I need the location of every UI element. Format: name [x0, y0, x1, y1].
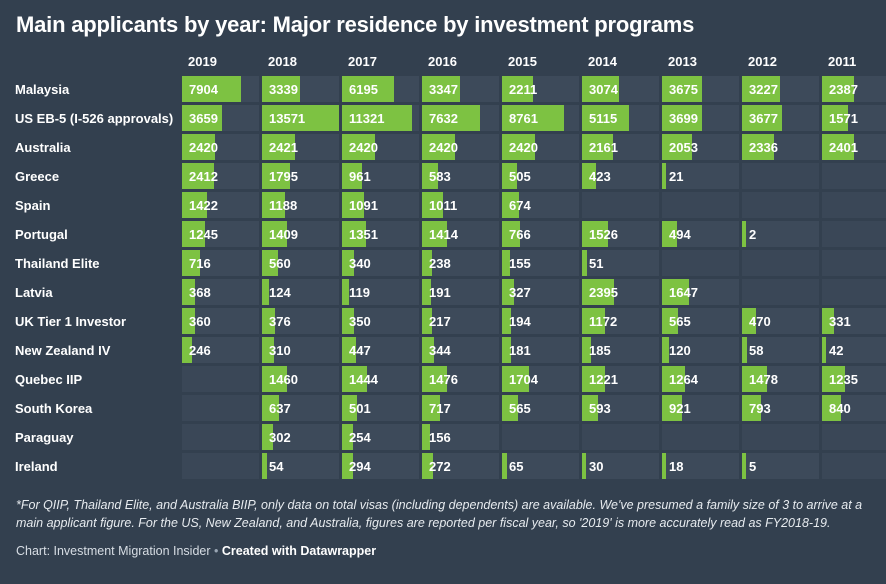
heatmap-cell	[262, 366, 339, 392]
cell-value: 716	[189, 255, 211, 271]
cell-value: 593	[589, 400, 611, 416]
table-row	[9, 221, 886, 247]
heatmap-cell-empty	[182, 395, 259, 421]
cell-value: 766	[509, 226, 531, 242]
heatmap-cell	[662, 395, 739, 421]
cell-value: 1526	[589, 226, 618, 242]
heatmap-cell	[342, 308, 419, 334]
table-row	[9, 192, 886, 218]
cell-value: 1571	[829, 110, 858, 126]
heatmap-cell	[582, 76, 659, 102]
cell-value: 272	[429, 458, 451, 474]
heatmap-cell-empty	[662, 424, 739, 450]
heatmap-cell	[342, 453, 419, 479]
cell-value: 124	[269, 284, 291, 300]
row-label: Greece	[15, 168, 60, 184]
row-label: Spain	[15, 197, 51, 213]
row-label: Quebec IIP	[15, 371, 83, 387]
table-row	[9, 395, 886, 421]
heatmap-cell	[422, 192, 499, 218]
heatmap-cell	[822, 76, 886, 102]
heatmap-cell	[422, 424, 499, 450]
cell-value: 2387	[829, 81, 858, 97]
heatmap-cell	[582, 308, 659, 334]
heatmap-cell	[582, 105, 659, 131]
heatmap-cell-empty	[742, 163, 819, 189]
cell-value: 194	[509, 313, 531, 329]
heatmap-cell	[262, 308, 339, 334]
cell-value: 583	[429, 168, 451, 184]
cell-value: 54	[269, 458, 284, 474]
heatmap-cell	[422, 250, 499, 276]
heatmap-cell-empty	[742, 424, 819, 450]
cell-value: 246	[189, 342, 211, 358]
cell-value: 2053	[669, 139, 698, 155]
cell-value: 3339	[269, 81, 298, 97]
heatmap-cell	[502, 395, 579, 421]
cell-value: 565	[509, 400, 531, 416]
heatmap-cell	[662, 453, 739, 479]
cell-value: 2211	[509, 81, 538, 97]
cell-value: 7632	[429, 110, 458, 126]
cell-value: 1478	[749, 371, 778, 387]
heatmap-cell	[262, 76, 339, 102]
heatmap-table	[6, 48, 886, 482]
heatmap-cell-empty	[182, 366, 259, 392]
cell-value: 344	[429, 342, 451, 358]
cell-value: 238	[429, 255, 451, 271]
cell-bar	[822, 337, 826, 363]
cell-value: 470	[749, 313, 771, 329]
column-header-2019: 2019	[188, 54, 217, 69]
heatmap-cell	[502, 134, 579, 160]
cell-value: 331	[829, 313, 851, 329]
heatmap-cell-empty	[582, 424, 659, 450]
cell-value: 2421	[269, 139, 298, 155]
heatmap-cell	[662, 337, 739, 363]
heatmap-cell	[822, 337, 886, 363]
heatmap-cell-empty	[502, 424, 579, 450]
cell-value: 7904	[189, 81, 218, 97]
heatmap-cell	[182, 221, 259, 247]
cell-value: 11321	[349, 110, 385, 126]
cell-value: 327	[509, 284, 531, 300]
table-row	[9, 453, 886, 479]
heatmap-cell	[502, 337, 579, 363]
row-label: South Korea	[15, 400, 93, 416]
row-label: Portugal	[15, 226, 68, 242]
cell-value: 2	[749, 226, 757, 242]
heatmap-cell	[182, 134, 259, 160]
heatmap-cell	[822, 366, 886, 392]
heatmap-cell	[582, 221, 659, 247]
cell-value: 18	[669, 458, 684, 474]
cell-value: 1011	[429, 197, 458, 213]
heatmap-cell	[342, 134, 419, 160]
heatmap-cell	[342, 163, 419, 189]
column-header-2018: 2018	[268, 54, 297, 69]
cell-bar	[742, 453, 746, 479]
heatmap-cell	[582, 395, 659, 421]
heatmap-cell	[502, 308, 579, 334]
column-header-2013: 2013	[668, 54, 697, 69]
cell-value: 302	[269, 429, 291, 445]
heatmap-cell	[742, 395, 819, 421]
heatmap-cell	[742, 308, 819, 334]
heatmap-cell	[342, 337, 419, 363]
cell-bar	[502, 453, 507, 479]
heatmap-cell	[422, 163, 499, 189]
cell-value: 1172	[589, 313, 618, 329]
cell-value: 254	[349, 429, 371, 445]
row-label: Malaysia	[15, 81, 70, 97]
row-label: Paraguay	[15, 429, 74, 445]
heatmap-cell	[182, 76, 259, 102]
cell-value: 51	[589, 255, 604, 271]
heatmap-cell	[662, 105, 739, 131]
cell-value: 1704	[509, 371, 538, 387]
heatmap-cell	[822, 308, 886, 334]
table-row	[9, 279, 886, 305]
heatmap-cell-empty	[822, 221, 886, 247]
heatmap-cell	[182, 337, 259, 363]
heatmap-cell	[742, 105, 819, 131]
heatmap-cell	[582, 279, 659, 305]
cell-value: 2420	[189, 139, 218, 155]
cell-bar	[582, 250, 587, 276]
cell-value: 360	[189, 313, 211, 329]
table-row	[9, 163, 886, 189]
heatmap-cell-empty	[182, 424, 259, 450]
heatmap-cell	[422, 221, 499, 247]
heatmap-cell-empty	[662, 192, 739, 218]
cell-value: 3347	[429, 81, 458, 97]
cell-value: 793	[749, 400, 771, 416]
heatmap-cell	[342, 192, 419, 218]
cell-value: 120	[669, 342, 691, 358]
cell-value: 560	[269, 255, 291, 271]
heatmap-cell	[422, 395, 499, 421]
heatmap-cell-empty	[822, 453, 886, 479]
column-header-2015: 2015	[508, 54, 537, 69]
heatmap-cell	[182, 192, 259, 218]
table-row	[9, 308, 886, 334]
cell-value: 156	[429, 429, 451, 445]
heatmap-cell	[262, 395, 339, 421]
cell-value: 5	[749, 458, 757, 474]
heatmap-cell	[502, 250, 579, 276]
heatmap-cell	[262, 337, 339, 363]
cell-value: 181	[509, 342, 531, 358]
cell-value: 3699	[669, 110, 698, 126]
cell-value: 1795	[269, 168, 298, 184]
cell-value: 1476	[429, 371, 458, 387]
heatmap-cell	[742, 134, 819, 160]
heatmap-cell	[662, 163, 739, 189]
heatmap-cell-empty	[822, 279, 886, 305]
cell-value: 155	[509, 255, 531, 271]
row-label: US EB-5 (I-526 approvals)	[15, 110, 174, 126]
cell-value: 1245	[189, 226, 218, 242]
heatmap-cell	[662, 221, 739, 247]
heatmap-cell	[822, 395, 886, 421]
heatmap-cell	[422, 308, 499, 334]
chart-credit	[16, 544, 870, 558]
cell-value: 1444	[349, 371, 378, 387]
cell-bar	[742, 221, 746, 247]
heatmap-cell	[182, 163, 259, 189]
heatmap-cell	[662, 308, 739, 334]
heatmap-cell	[182, 279, 259, 305]
credit-separator: •	[214, 544, 219, 559]
cell-value: 2412	[189, 168, 218, 184]
heatmap-cell	[502, 163, 579, 189]
heatmap-cell	[262, 221, 339, 247]
cell-value: 717	[429, 400, 451, 416]
heatmap-cell	[582, 453, 659, 479]
heatmap-cell	[502, 279, 579, 305]
cell-value: 217	[429, 313, 451, 329]
table-row	[9, 337, 886, 363]
heatmap-cell	[582, 163, 659, 189]
heatmap-cell	[182, 308, 259, 334]
heatmap-cell	[182, 105, 259, 131]
heatmap-cell	[742, 221, 819, 247]
cell-value: 185	[589, 342, 611, 358]
heatmap-cell	[422, 453, 499, 479]
cell-value: 2161	[589, 139, 618, 155]
page-title: Main applicants by year: Major residence by investment programs	[16, 12, 695, 37]
cell-value: 1409	[269, 226, 298, 242]
table-header-row	[9, 51, 886, 73]
heatmap-cell-empty	[742, 250, 819, 276]
heatmap-cell	[262, 453, 339, 479]
cell-value: 368	[189, 284, 211, 300]
row-label: Latvia	[15, 284, 53, 300]
cell-value: 310	[269, 342, 291, 358]
footnote-text: *For QIIP, Thailand Elite, and Australia BIIP, only data on total visas (including dependents) are available. We've presumed a family size of 3 to arrive at a main applicant figure. For the US, New Zealand, and Australia, figures are reported per fiscal year, so '2019' is more accurately read as FY2018-19.	[16, 498, 863, 531]
cell-value: 1460	[269, 371, 298, 387]
heatmap-cell	[662, 279, 739, 305]
heatmap-cell-empty	[822, 424, 886, 450]
table-row	[9, 134, 886, 160]
cell-value: 42	[829, 342, 844, 358]
column-header-2012: 2012	[748, 54, 777, 69]
heatmap-cell	[422, 279, 499, 305]
cell-value: 3675	[669, 81, 698, 97]
row-label: Thailand Elite	[15, 255, 100, 271]
heatmap-cell	[182, 250, 259, 276]
heatmap-cell	[822, 134, 886, 160]
cell-bar	[662, 453, 666, 479]
row-label: Australia	[15, 139, 71, 155]
heatmap-cell	[262, 250, 339, 276]
cell-value: 191	[429, 284, 451, 300]
column-header-2011: 2011	[828, 54, 857, 69]
cell-value: 1422	[189, 197, 218, 213]
heatmap-cell-empty	[662, 250, 739, 276]
heatmap-cell	[262, 279, 339, 305]
cell-value: 447	[349, 342, 371, 358]
heatmap-cell-empty	[822, 163, 886, 189]
cell-value: 2336	[749, 139, 778, 155]
column-header-2017: 2017	[348, 54, 377, 69]
cell-value: 3677	[749, 110, 778, 126]
cell-value: 1091	[349, 197, 378, 213]
cell-value: 21	[669, 168, 684, 184]
cell-value: 5115	[589, 110, 618, 126]
table-row	[9, 424, 886, 450]
cell-value: 3227	[749, 81, 778, 97]
heatmap-cell	[262, 424, 339, 450]
heatmap-cell	[262, 105, 339, 131]
row-label: Ireland	[15, 458, 58, 474]
row-label: UK Tier 1 Investor	[15, 313, 127, 329]
cell-value: 1235	[829, 371, 858, 387]
cell-value: 376	[269, 313, 291, 329]
heatmap-cell	[502, 105, 579, 131]
cell-value: 8761	[509, 110, 538, 126]
cell-value: 294	[349, 458, 371, 474]
heatmap-cell	[742, 76, 819, 102]
heatmap-cell	[262, 192, 339, 218]
heatmap-cell	[662, 76, 739, 102]
heatmap-cell	[342, 221, 419, 247]
heatmap-cell-empty	[742, 192, 819, 218]
heatmap-cell	[342, 105, 419, 131]
cell-value: 501	[349, 400, 371, 416]
heatmap-cell	[662, 134, 739, 160]
cell-bar	[582, 453, 586, 479]
table-row	[9, 76, 886, 102]
heatmap-cell-empty	[742, 279, 819, 305]
credit-tool[interactable]: Created with Datawrapper	[221, 544, 377, 559]
heatmap-cell-empty	[822, 250, 886, 276]
heatmap-cell	[342, 76, 419, 102]
row-label: New Zealand IV	[15, 342, 111, 358]
cell-value: 637	[269, 400, 291, 416]
heatmap-cell	[342, 279, 419, 305]
heatmap-cell	[582, 337, 659, 363]
heatmap-cell-empty	[582, 192, 659, 218]
cell-value: 1647	[669, 284, 698, 300]
heatmap-cell	[422, 337, 499, 363]
table-row	[9, 105, 886, 131]
heatmap-cell	[582, 134, 659, 160]
credit-source: Chart: Investment Migration Insider	[16, 544, 211, 559]
cell-value: 1221	[589, 371, 618, 387]
cell-value: 119	[349, 284, 370, 300]
cell-value: 1264	[669, 371, 698, 387]
cell-bar	[662, 163, 666, 189]
table-body	[9, 76, 886, 479]
cell-value: 2420	[429, 139, 458, 155]
heatmap-cell	[422, 134, 499, 160]
cell-value: 1414	[429, 226, 458, 242]
cell-value: 65	[509, 458, 524, 474]
heatmap-cell	[422, 366, 499, 392]
heatmap-cell	[582, 366, 659, 392]
cell-value: 350	[349, 313, 371, 329]
cell-bar	[742, 337, 747, 363]
cell-value: 674	[509, 197, 531, 213]
cell-value: 565	[669, 313, 691, 329]
cell-value: 3659	[189, 110, 218, 126]
heatmap-cell	[262, 134, 339, 160]
heatmap-cell	[742, 453, 819, 479]
cell-value: 505	[509, 168, 531, 184]
cell-value: 340	[349, 255, 371, 271]
cell-value: 921	[669, 400, 691, 416]
cell-value: 3074	[589, 81, 618, 97]
table-row	[9, 366, 886, 392]
cell-bar	[262, 453, 267, 479]
cell-value: 58	[749, 342, 764, 358]
cell-value: 840	[829, 400, 851, 416]
table-row	[9, 250, 886, 276]
heatmap-cell	[742, 337, 819, 363]
heatmap-cell	[342, 424, 419, 450]
cell-value: 13571	[269, 110, 306, 126]
heatmap-cell	[502, 192, 579, 218]
cell-value: 961	[349, 168, 371, 184]
heatmap-cell	[262, 163, 339, 189]
column-header-2014: 2014	[588, 54, 617, 69]
heatmap-cell-empty	[182, 453, 259, 479]
cell-value: 2420	[349, 139, 378, 155]
heatmap-cell	[502, 76, 579, 102]
heatmap-cell	[342, 250, 419, 276]
heatmap-cell	[422, 76, 499, 102]
cell-value: 30	[589, 458, 604, 474]
heatmap-cell	[342, 395, 419, 421]
heatmap-cell	[582, 250, 659, 276]
heatmap-cell	[662, 366, 739, 392]
cell-value: 494	[669, 226, 691, 242]
heatmap-cell	[502, 366, 579, 392]
cell-value: 2401	[829, 139, 858, 155]
cell-value: 2420	[509, 139, 538, 155]
heatmap-cell-empty	[822, 192, 886, 218]
cell-value: 6195	[349, 81, 378, 97]
heatmap-cell	[422, 105, 499, 131]
table-corner	[9, 51, 179, 73]
cell-value: 1351	[349, 226, 378, 242]
cell-value: 1188	[269, 197, 298, 213]
column-header-2016: 2016	[428, 54, 457, 69]
cell-value: 423	[589, 168, 611, 184]
cell-value: 2395	[589, 284, 618, 300]
heatmap-cell	[502, 221, 579, 247]
heatmap-cell	[342, 366, 419, 392]
heatmap-cell	[502, 453, 579, 479]
heatmap-cell	[822, 105, 886, 131]
heatmap-cell	[742, 366, 819, 392]
